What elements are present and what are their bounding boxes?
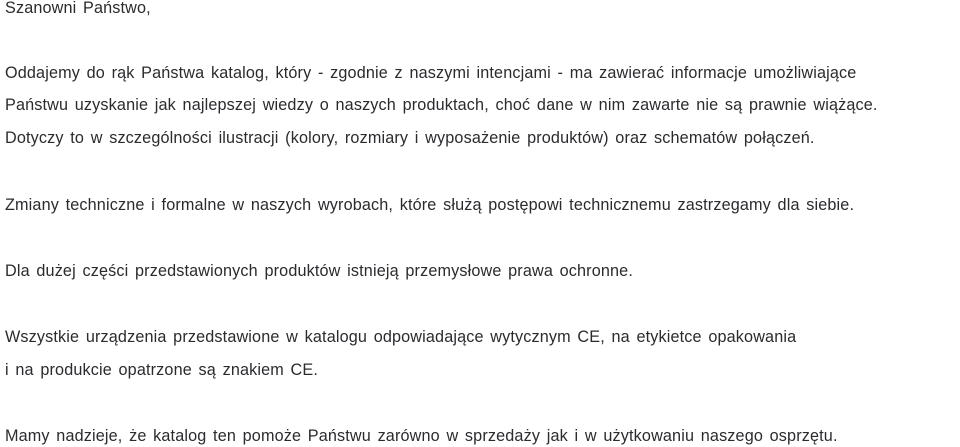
salutation: Szanowni Państwo, bbox=[5, 0, 151, 17]
paragraph-1-line-1: Oddajemy do rąk Państwa katalog, który - zgodnie z naszymi intencjami - ma zawierać informacje umożliwiające bbox=[5, 64, 857, 82]
paragraph-1-line-3: Dotyczy to w szczególności ilustracji (kolory, rozmiary i wyposażenie produktów) oraz schematów połączeń. bbox=[5, 129, 815, 147]
paragraph-1-line-2: Państwu uzyskanie jak najlepszej wiedzy o naszych produktach, choć dane w nim zawarte nie są prawnie wiążące. bbox=[5, 96, 878, 114]
paragraph-4-line-1: Wszystkie urządzenia przedstawione w katalogu odpowiadające wytycznym CE, na etykietce opakowania bbox=[5, 328, 797, 346]
paragraph-3: Dla dużej części przedstawionych produktów istnieją przemysłowe prawa ochronne. bbox=[5, 262, 633, 280]
paragraph-5: Mamy nadzieje, że katalog ten pomoże Państwu zarówno w sprzedaży jak i w użytkowaniu naszego osprzętu. bbox=[5, 427, 838, 445]
paragraph-2: Zmiany techniczne i formalne w naszych wyrobach, które służą postępowi technicznemu zastrzegamy dla siebie. bbox=[5, 196, 855, 214]
paragraph-4-line-2: i na produkcie opatrzone są znakiem CE. bbox=[5, 361, 318, 379]
